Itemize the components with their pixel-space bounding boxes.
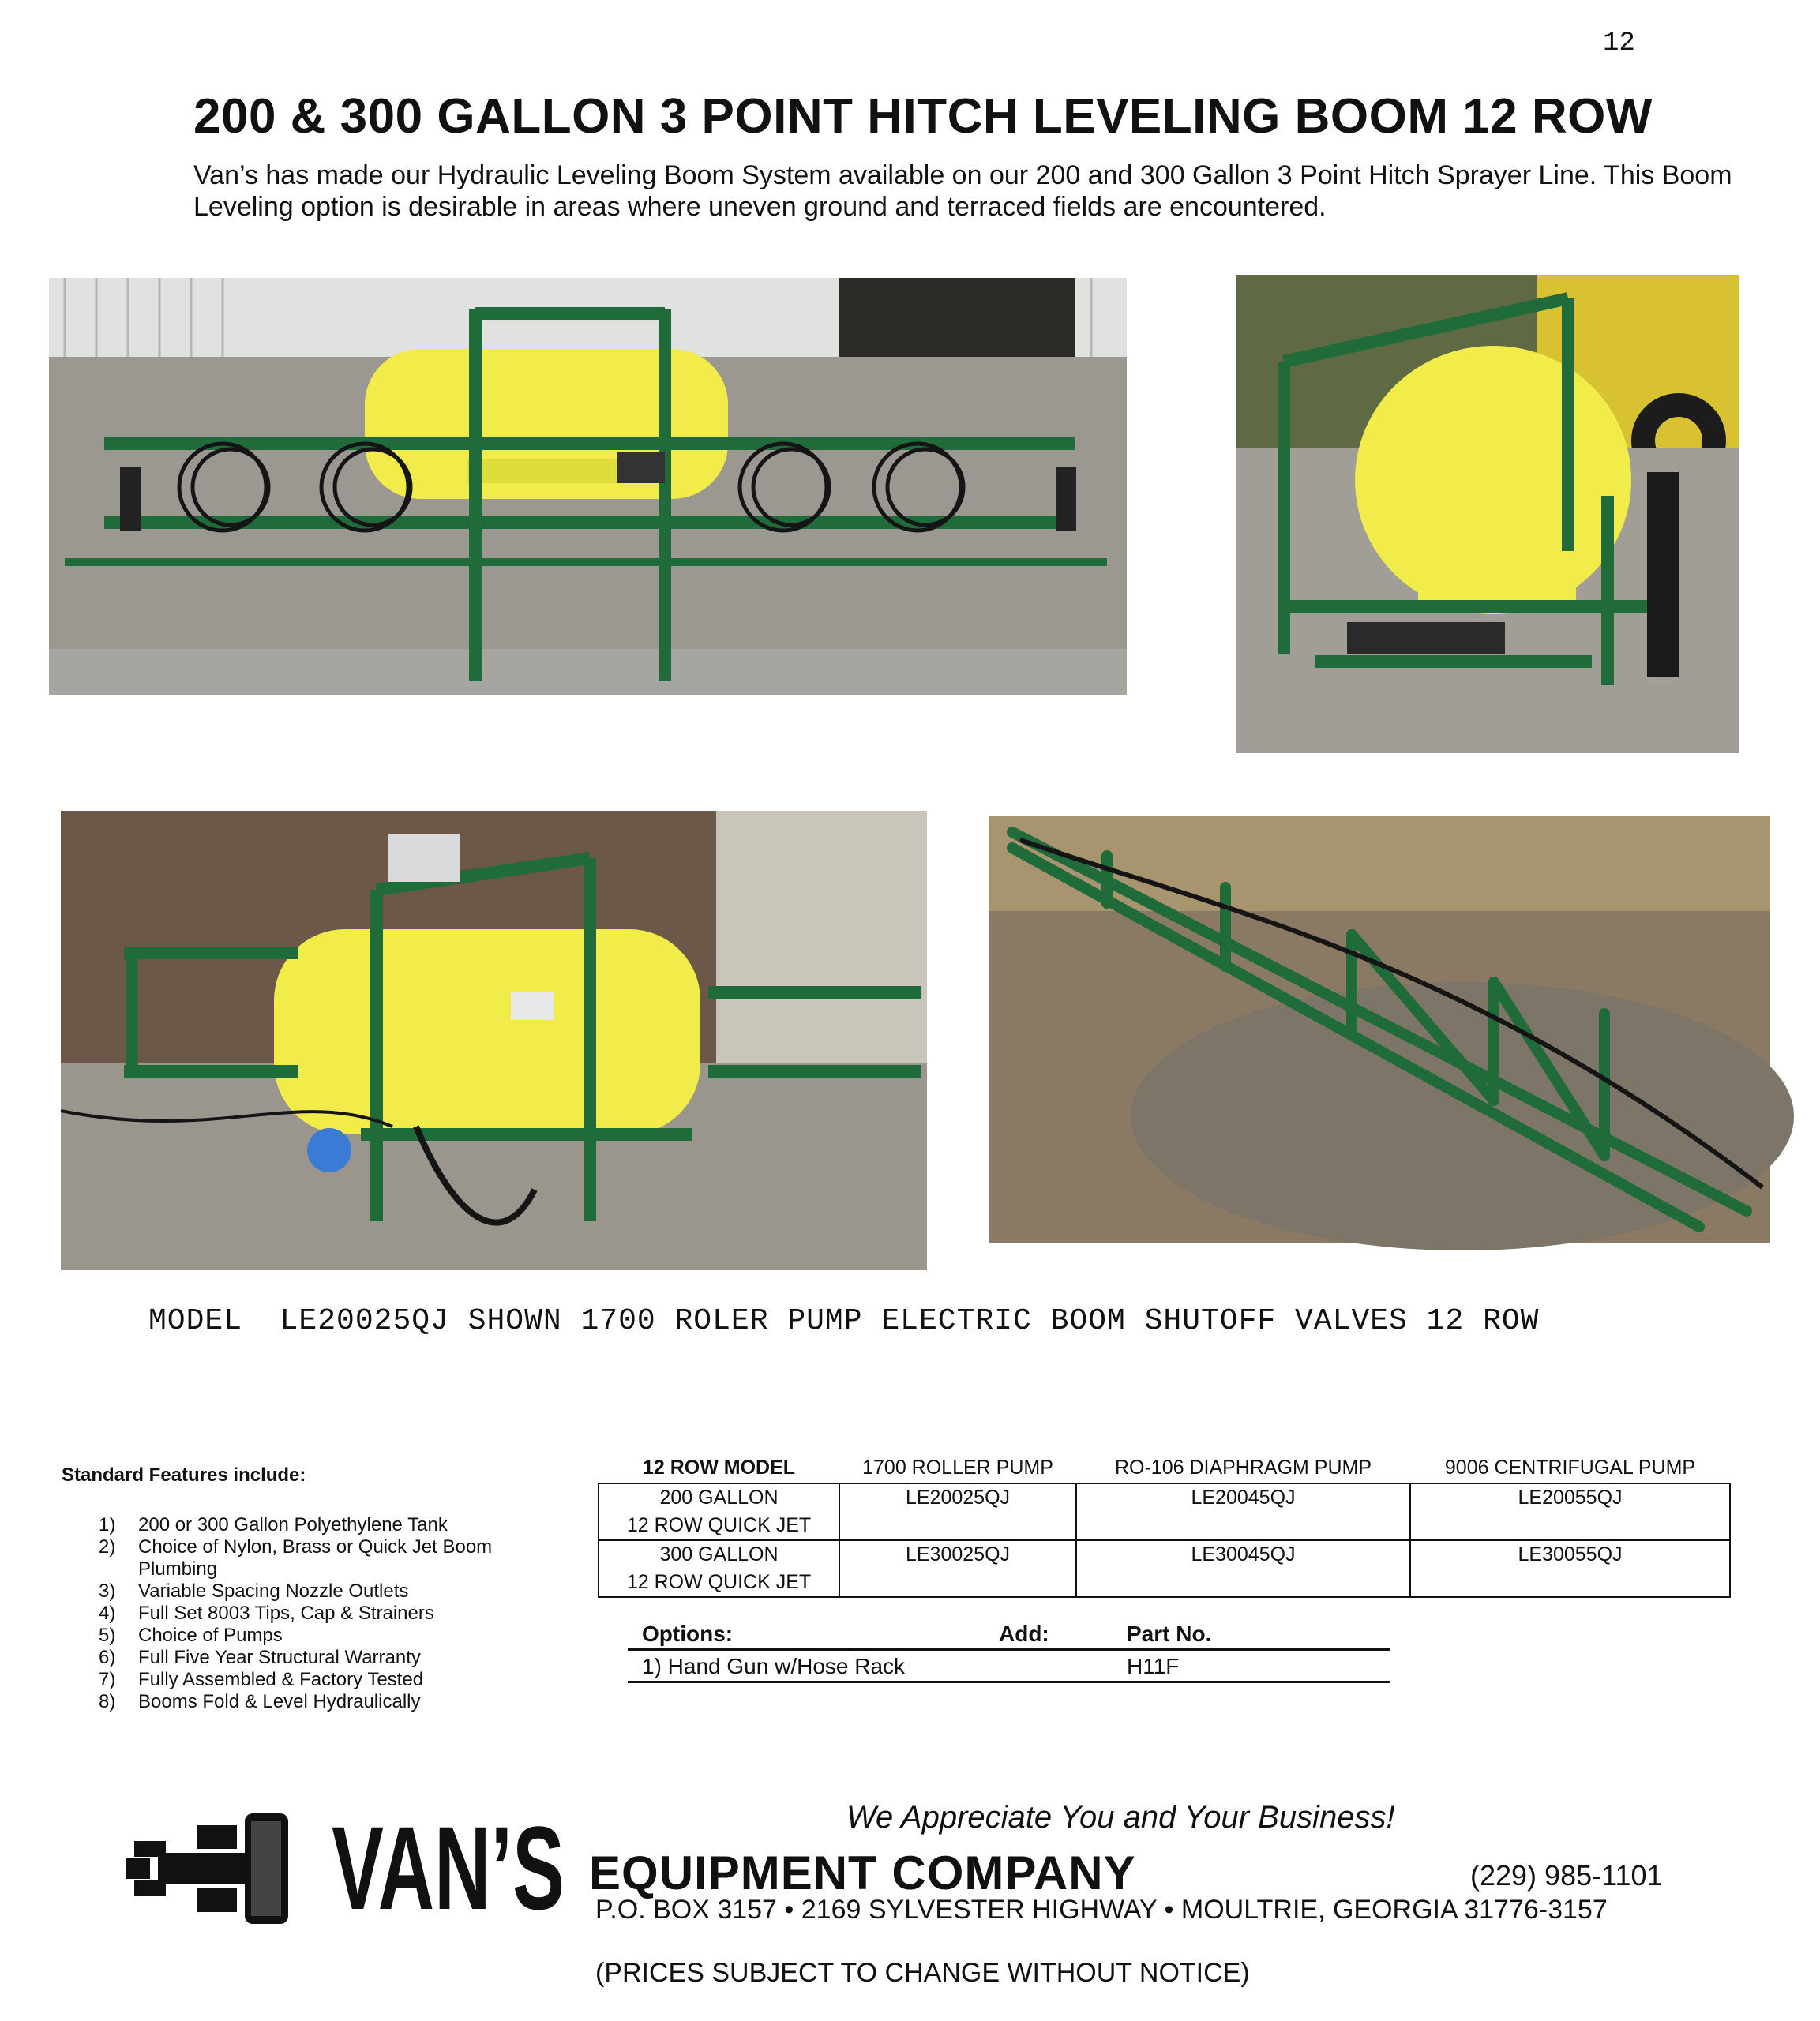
table-cell: LE20025QJ xyxy=(839,1483,1076,1540)
column-header: RO-106 DIAPHRAGM PUMP xyxy=(1114,1457,1372,1479)
vans-logo xyxy=(332,1802,565,1934)
table-row xyxy=(599,1540,1730,1597)
column-header: 12 ROW MODEL xyxy=(642,1457,796,1479)
table-row xyxy=(599,1483,1730,1540)
options-table xyxy=(628,1618,1390,1683)
options-header: Options: xyxy=(642,1622,734,1646)
price-disclaimer: (PRICES SUBJECT TO CHANGE WITHOUT NOTICE) xyxy=(595,1958,1250,1988)
list-item: 1) 200 or 300 Gallon Polyethylene Tank xyxy=(99,1514,448,1535)
list-item: 2) Choice of Nylon, Brass or Quick Jet Boom Plumbing xyxy=(99,1536,493,1580)
sprayer-shop-view-photo xyxy=(61,811,927,1270)
list-item: 8) Booms Fold & Level Hydraulically xyxy=(99,1691,421,1712)
column-header: 9006 CENTRIFUGAL PUMP xyxy=(1444,1457,1696,1479)
tractor-logo-icon xyxy=(126,1809,296,1928)
thanks-message: We Appreciate You and Your Business! xyxy=(846,1800,1395,1835)
row-label: 300 GALLON 12 ROW QUICK JET xyxy=(599,1540,839,1597)
option-part: H11F xyxy=(1127,1654,1180,1678)
list-item: 7) Fully Assembled & Factory Tested xyxy=(99,1669,424,1690)
page-title: 200 & 300 GALLON 3 POINT HITCH LEVELING BOOM 12 ROW xyxy=(193,89,1653,144)
table-cell: LE30045QJ xyxy=(1076,1540,1410,1597)
add-header: Add: xyxy=(999,1622,1049,1646)
features-list xyxy=(99,1514,565,1713)
intro-paragraph: Van’s has made our Hydraulic Leveling Boom System available on our 200 and 300 Gallon 3 Point Hitch Sprayer Line. This Boom Leveling option is desirable in areas where uneven ground and terraced fields are encountered. xyxy=(193,160,1732,222)
page-number: 12 xyxy=(1603,28,1635,58)
options-header-row xyxy=(628,1618,1390,1651)
part-header: Part No. xyxy=(1127,1622,1212,1646)
sprayer-side-view-photo xyxy=(1236,275,1739,753)
list-item: 5) Choice of Pumps xyxy=(99,1625,283,1646)
model-table xyxy=(598,1457,1731,1598)
table-cell: LE30055QJ xyxy=(1410,1540,1730,1597)
svg-text:VAN’S: VAN’S xyxy=(332,1802,565,1934)
table-cell: LE20055QJ xyxy=(1410,1483,1730,1540)
row-label: 200 GALLON 12 ROW QUICK JET xyxy=(599,1483,839,1540)
features-heading: Standard Features include: xyxy=(62,1464,306,1486)
company-name: EQUIPMENT COMPANY xyxy=(589,1847,1136,1899)
company-address: P.O. BOX 3157 • 2169 SYLVESTER HIGHWAY • MOULTRIE, GEORGIA 31776-3157 xyxy=(595,1895,1608,1925)
column-header: 1700 ROLLER PUMP xyxy=(862,1457,1053,1479)
photo-caption: MODEL LE20025QJ SHOWN 1700 ROLER PUMP ELECTRIC BOOM SHUTOFF VALVES 12 ROW xyxy=(148,1304,1540,1338)
table-cell: LE30025QJ xyxy=(839,1540,1076,1597)
list-item: 3) Variable Spacing Nozzle Outlets xyxy=(99,1580,409,1602)
sprayer-rear-view-photo xyxy=(49,278,1127,695)
option-name: 1) Hand Gun w/Hose Rack xyxy=(642,1654,906,1678)
table-header-row xyxy=(599,1457,1730,1483)
list-item: 4) Full Set 8003 Tips, Cap & Strainers xyxy=(99,1603,434,1624)
table-row xyxy=(628,1651,1390,1683)
folded-boom-photo xyxy=(989,816,1770,1243)
list-item: 6) Full Five Year Structural Warranty xyxy=(99,1647,421,1668)
table-cell: LE20045QJ xyxy=(1076,1483,1410,1540)
phone-number: (229) 985-1101 xyxy=(1470,1859,1663,1892)
